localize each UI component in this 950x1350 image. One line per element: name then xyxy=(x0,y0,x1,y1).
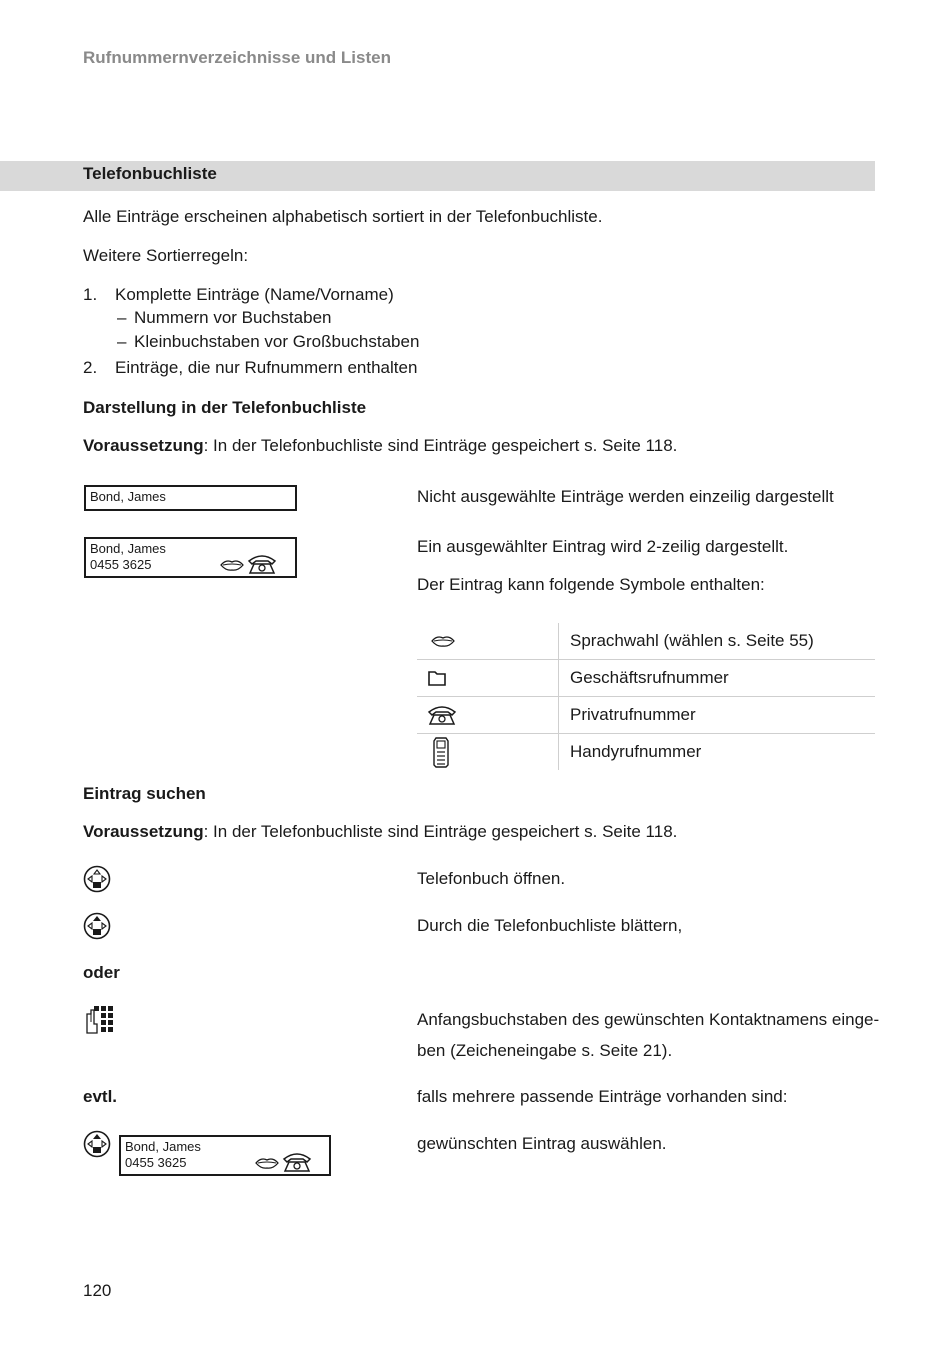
step-multiple-matches: falls mehrere passende Einträge vorhanden sind: xyxy=(417,1087,788,1106)
keypad-icon xyxy=(83,1004,115,1036)
lips-icon xyxy=(431,634,455,648)
symbols-table xyxy=(417,623,875,770)
list-number: 2. xyxy=(83,358,98,377)
display-name: Bond, James xyxy=(90,541,166,556)
lips-icon xyxy=(255,1156,279,1170)
table-row xyxy=(417,660,875,697)
lips-icon xyxy=(220,558,244,572)
mobile-icon xyxy=(432,736,450,768)
symbol-label: Geschäftsrufnummer xyxy=(559,660,876,697)
navigation-key-updown-icon xyxy=(83,1130,111,1158)
symbol-cell xyxy=(417,623,559,660)
phone-icon xyxy=(247,553,277,575)
evtl-label: evtl. xyxy=(83,1087,118,1106)
prerequisite-label: Voraussetzung xyxy=(83,436,204,455)
intro-text: Alle Einträge erscheinen alphabetisch sortiert in der Telefonbuchliste. xyxy=(83,207,603,226)
step-enter-initials-line2: ben (Zeicheneingabe s. Seite 21). xyxy=(417,1041,673,1060)
sublist-item: Nummern vor Buchstaben xyxy=(134,308,332,327)
symbol-label: Privatrufnummer xyxy=(559,697,876,734)
list-item: Komplette Einträge (Name/Vorname) xyxy=(115,285,394,304)
running-head: Rufnummernverzeichnisse und Listen xyxy=(83,48,391,67)
navigation-key-down-icon xyxy=(83,865,111,893)
symbol-label: Sprachwahl (wählen s. Seite 55) xyxy=(559,623,876,660)
table-row xyxy=(417,734,875,771)
symbol-cell xyxy=(417,660,559,697)
phone-icon xyxy=(427,704,457,726)
sublist-item: Kleinbuchstaben vor Großbuchstaben xyxy=(134,332,420,351)
description-symbols: Der Eintrag kann folgende Symbole enthalten: xyxy=(417,575,765,594)
step-select-entry: gewünschten Eintrag auswählen. xyxy=(417,1134,667,1153)
navigation-key-updown-icon xyxy=(83,912,111,940)
step-scroll-list: Durch die Telefonbuchliste blättern, xyxy=(417,916,683,935)
table-row xyxy=(417,697,875,734)
suchen-heading: Eintrag suchen xyxy=(83,784,206,803)
prerequisite-text xyxy=(83,436,677,456)
symbol-cell xyxy=(417,697,559,734)
list-number: 1. xyxy=(83,285,98,304)
display-search-result xyxy=(119,1135,331,1176)
sublist-dash: – xyxy=(117,332,127,351)
display-name: Bond, James xyxy=(125,1139,201,1154)
table-row xyxy=(417,623,875,660)
step-enter-initials-line1: Anfangsbuchstaben des gewünschten Kontaktnamens einge- xyxy=(417,1010,880,1029)
step-open-phonebook: Telefonbuch öffnen. xyxy=(417,869,566,888)
display-single-line xyxy=(84,485,297,511)
display-number: 0455 3625 xyxy=(125,1155,187,1170)
sort-rules-label: Weitere Sortierregeln: xyxy=(83,246,249,265)
phone-icon xyxy=(282,1151,312,1173)
section-title: Telefonbuchliste xyxy=(83,164,217,183)
list-item: Einträge, die nur Rufnummern enthalten xyxy=(115,358,418,377)
symbol-label: Handyrufnummer xyxy=(570,742,702,761)
page-number: 120 xyxy=(83,1281,112,1300)
sublist-dash: – xyxy=(117,308,127,327)
prerequisite-body: : In der Telefonbuchliste sind Einträge gespeichert s. Seite 118. xyxy=(203,436,678,455)
prerequisite-text xyxy=(83,822,677,842)
display-name: Bond, James xyxy=(90,489,166,504)
oder-label: oder xyxy=(83,963,120,982)
display-two-line xyxy=(84,537,297,578)
prerequisite-body: : In der Telefonbuchliste sind Einträge gespeichert s. Seite 118. xyxy=(203,822,678,841)
folder-icon xyxy=(427,669,447,687)
symbol-cell xyxy=(417,734,559,771)
description-unselected: Nicht ausgewählte Einträge werden einzeilig dargestellt xyxy=(417,487,834,506)
display-number: 0455 3625 xyxy=(90,557,152,572)
description-selected: Ein ausgewählter Eintrag wird 2-zeilig dargestellt. xyxy=(417,537,789,556)
prerequisite-label: Voraussetzung xyxy=(83,822,204,841)
darstellung-heading: Darstellung in der Telefonbuchliste xyxy=(83,398,367,417)
